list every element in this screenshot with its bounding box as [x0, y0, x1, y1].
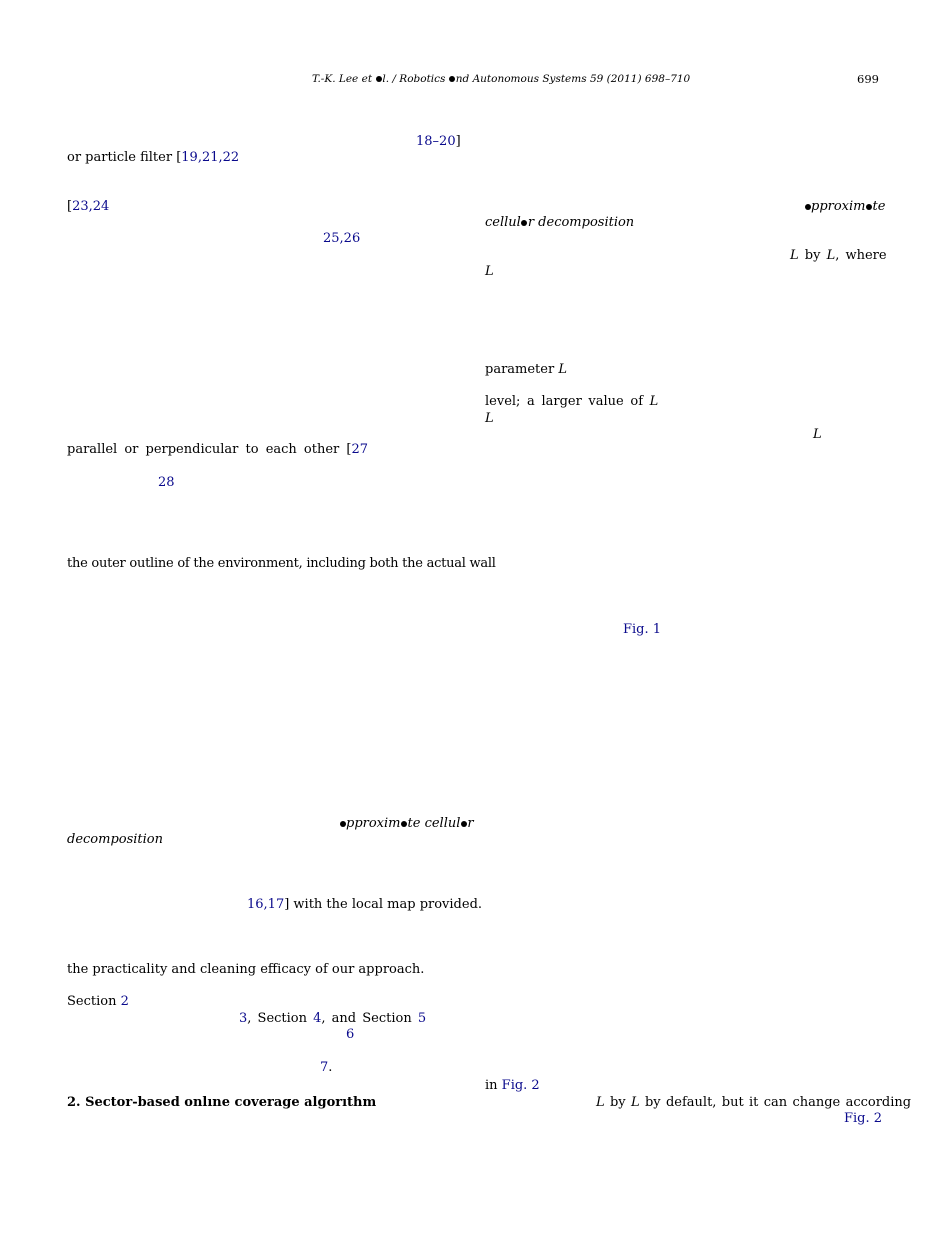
text-fragment: by [604, 1095, 631, 1110]
math-variable: L [630, 1095, 640, 1110]
text-fragment: Section [67, 994, 121, 1009]
text-fragment: r decomposition [527, 215, 635, 230]
text-fragment: in [485, 1078, 502, 1093]
section-link[interactable]: 5 [417, 1011, 427, 1026]
redaction-dot [376, 76, 382, 82]
figure-link[interactable]: Fig. 2 [501, 1078, 540, 1093]
section-heading: 2. Sector-based onlıne coverage algorıthm [67, 1095, 377, 1110]
citation-link[interactable]: 18–20 [416, 134, 456, 149]
text-fragment: te [872, 199, 886, 214]
body-line [596, 1095, 911, 1111]
text-fragment: , and Section [321, 1011, 418, 1026]
text-fragment: pproxim [811, 199, 866, 214]
running-header [312, 71, 690, 87]
body-line [485, 394, 658, 410]
text-fragment: by [798, 248, 827, 263]
redaction-dot [521, 220, 527, 226]
text-fragment: , where [835, 248, 887, 263]
math-variable: L [485, 264, 494, 279]
term-line: decomposition [67, 832, 164, 847]
body-line: the practicality and cleaning efficacy of our approach. [67, 962, 425, 977]
section-link[interactable]: 2 [120, 994, 129, 1009]
citation-link[interactable]: 16,17 [247, 897, 285, 912]
redaction-dot [340, 821, 346, 827]
citation-line [67, 199, 109, 215]
citation-link[interactable]: 19,21,22 [181, 150, 240, 165]
text-fragment: or particle filter [ [67, 150, 182, 165]
body-line [67, 442, 368, 458]
section-link[interactable]: 6 [346, 1027, 355, 1042]
redaction-dot [461, 821, 467, 827]
term-line [339, 816, 474, 832]
body-line: the outer outline of the environment, including both the actual wall [67, 556, 496, 571]
body-line [67, 994, 129, 1010]
text-fragment: te cellul [407, 816, 461, 831]
math-variable: L [649, 394, 659, 409]
body-line [790, 248, 887, 264]
page-number: 699 [857, 72, 879, 86]
running-header-part: nd Autonomous Systems 59 (2011) 698–710 [455, 73, 691, 85]
section-link[interactable]: 7 [320, 1060, 329, 1075]
math-variable: L [790, 248, 799, 263]
citation-link[interactable]: 23,24 [72, 199, 110, 214]
text-fragment: , Section [247, 1011, 314, 1026]
body-line [67, 150, 239, 166]
body-line [247, 897, 482, 913]
text-fragment: cellul [485, 215, 521, 230]
text-fragment: ] with the local map provided. [284, 897, 483, 912]
body-line [320, 1060, 332, 1076]
math-variable: L [813, 427, 822, 442]
text-fragment: level; a larger value of [485, 394, 650, 409]
text-fragment: by default, but it can change according [639, 1095, 912, 1110]
running-header-part: T.-K. Lee et [312, 73, 373, 85]
citation-link[interactable]: 25,26 [323, 231, 361, 246]
body-line [485, 362, 567, 378]
citation-link[interactable]: 28 [158, 475, 175, 490]
section-link[interactable]: 4 [313, 1011, 322, 1026]
running-header-part: l. / Robotics [382, 73, 446, 85]
text-fragment: pproxim [346, 816, 401, 831]
math-variable: L [826, 248, 836, 263]
math-variable: L [485, 411, 494, 426]
section-link[interactable]: 3 [239, 1011, 248, 1026]
term-line [485, 215, 634, 231]
text-fragment: . [328, 1060, 333, 1075]
text-fragment: parameter [485, 362, 559, 377]
text-fragment: parallel or perpendicular to each other [ [67, 442, 352, 457]
redaction-dot [805, 204, 811, 210]
term-line [804, 199, 885, 215]
text-fragment: [ [67, 199, 73, 214]
math-variable: L [596, 1095, 605, 1110]
text-fragment: r [467, 816, 474, 831]
figure-link[interactable]: Fig. 1 [623, 622, 662, 637]
redaction-dot [449, 76, 455, 82]
text-fragment: ] [455, 134, 461, 149]
math-variable: L [558, 362, 567, 377]
body-line [239, 1011, 426, 1027]
citation-line [416, 134, 461, 150]
body-line [485, 1078, 540, 1094]
redaction-dot [866, 204, 872, 210]
figure-link[interactable]: Fig. 2 [844, 1111, 883, 1126]
citation-link[interactable]: 27 [351, 442, 369, 457]
redaction-dot [401, 821, 407, 827]
